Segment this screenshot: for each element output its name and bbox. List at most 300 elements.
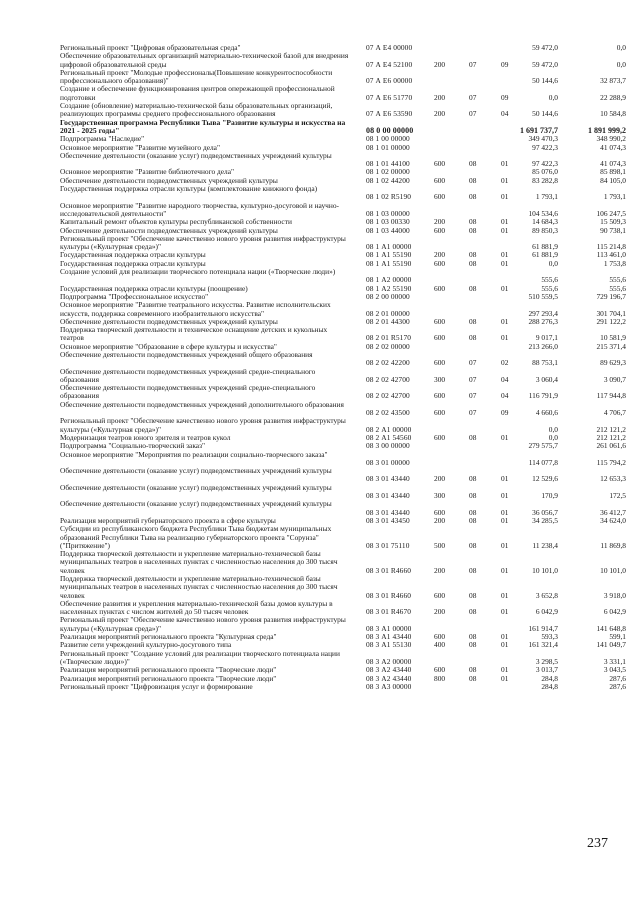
row-name: Региональный проект "Создание условий для реализации творческого потенциала нации («Творческие люди»)" [60, 648, 340, 666]
row-subsection: 09 [501, 59, 509, 69]
row-amount-2021: 14 684,3 [532, 217, 558, 227]
row-section: 08 [469, 665, 477, 675]
row-code: 08 3 А1 55130 [366, 640, 412, 650]
row-code: 08 2 01 44300 [366, 316, 410, 326]
row-amount-2021: 555,6 [541, 275, 558, 285]
table-row [0, 500, 639, 517]
row-section: 08 [469, 316, 477, 326]
row-code: 08 1 03 44000 [366, 225, 410, 235]
row-name: Обеспечение деятельности подведомственных учреждений средне-специального образования [60, 366, 316, 384]
row-expense-type: 600 [434, 358, 446, 368]
row-amount-2022: 301 704,1 [596, 308, 626, 318]
row-amount-2022: 555,6 [609, 275, 626, 285]
row-amount-2021: 1 793,1 [535, 192, 558, 202]
table-row [0, 525, 639, 550]
row-section: 08 [469, 515, 477, 525]
row-subsection: 01 [501, 225, 509, 235]
row-section: 08 [469, 640, 477, 650]
table-row [0, 384, 639, 401]
row-name: Обеспечение деятельности (оказание услуг) подведомственных учреждений культуры [60, 499, 332, 509]
row-amount-2021: 161 321,4 [528, 640, 558, 650]
row-code: 08 3 01 00000 [366, 457, 410, 467]
row-subsection: 09 [501, 92, 509, 102]
table-row [0, 202, 639, 219]
row-section: 07 [469, 391, 477, 401]
row-code: 08 3 А2 43440 [366, 665, 412, 675]
row-section: 08 [469, 474, 477, 484]
table-row [0, 417, 639, 434]
row-amount-2022: 32 873,7 [600, 76, 626, 86]
row-expense-type: 600 [434, 333, 446, 343]
row-subsection: 01 [501, 474, 509, 484]
row-subsection: 01 [501, 507, 509, 517]
row-subsection: 01 [501, 159, 509, 169]
row-code: 08 1 02 44200 [366, 175, 410, 185]
row-name: Субсидии из республиканского бюджета Республики Тыва бюджетам муниципальных образований Республики Тыва на реализацию губернаторского проекта "Сорунза" ("Притяжение") [60, 524, 332, 550]
table-row [0, 683, 639, 691]
row-subsection: 02 [501, 358, 509, 368]
row-code: 08 2 01 R5170 [366, 333, 412, 343]
row-name: Модернизация театров юного зрителя и театров кукол [60, 432, 231, 442]
row-amount-2021: 284,8 [541, 673, 558, 683]
row-section: 08 [469, 333, 477, 343]
row-amount-2022: 0,0 [616, 59, 626, 69]
row-subsection: 01 [501, 432, 509, 442]
row-expense-type: 600 [434, 283, 446, 293]
row-name: Обеспечение деятельности подведомственных учреждений общего образования [60, 349, 313, 359]
row-code: 08 3 00 00000 [366, 441, 410, 451]
row-name: Развитие сети учреждений культурно-досугового типа [60, 640, 232, 650]
row-amount-2022: 12 653,3 [600, 474, 626, 484]
row-amount-2021: 50 144,6 [532, 109, 558, 119]
row-code: 08 1 А1 00000 [366, 242, 412, 252]
row-code: 08 3 01 75110 [366, 540, 410, 550]
row-amount-2021: 85 076,0 [532, 167, 558, 177]
row-name: Основное мероприятие "Мероприятия по реализации социально-творческого заказа" [60, 449, 328, 459]
row-name: Основное мероприятие "Образование в сфере культуры и искусства" [60, 341, 277, 351]
row-amount-2021: 0,0 [548, 258, 558, 268]
row-subsection: 01 [501, 632, 509, 642]
table-row [0, 401, 639, 418]
row-subsection: 01 [501, 590, 509, 600]
row-amount-2021: 288 276,3 [528, 316, 558, 326]
row-amount-2022: 11 869,8 [600, 540, 626, 550]
table-row [0, 484, 639, 501]
row-name: Региональный проект "Обеспечение качественно нового уровня развития инфраструктуры культуры («Культурная среда»)" [60, 615, 346, 633]
row-name: Региональный проект "Обеспечение качественно нового уровня развития инфраструктуры культуры («Культурная среда»)" [60, 416, 346, 434]
row-section: 08 [469, 217, 477, 227]
row-name: Поддержка творческой деятельности и укрепление материально-технической базы муниципальных театров в населенных пунктах с численностью населения до 300 тысяч человек [60, 549, 338, 575]
row-name: Государственная поддержка отрасли культуры [60, 258, 206, 268]
row-name: Основное мероприятие "Развитие музейного дела" [60, 142, 220, 152]
row-code: 08 2 А1 00000 [366, 424, 412, 434]
row-amount-2022: 215 371,4 [596, 341, 626, 351]
row-subsection: 01 [501, 175, 509, 185]
row-expense-type: 600 [434, 192, 446, 202]
row-amount-2022: 117 944,8 [596, 391, 626, 401]
row-amount-2021: 3 652,8 [535, 590, 558, 600]
row-name: Региональный проект "Цифровизация услуг и формирование [60, 681, 253, 691]
row-amount-2022: 89 629,3 [600, 358, 626, 368]
row-amount-2021: 61 881,9 [532, 242, 558, 252]
row-amount-2021: 349 470,3 [528, 134, 558, 144]
row-name: Региональный проект "Цифровая образовательная среда" [60, 43, 241, 52]
row-expense-type: 300 [434, 374, 446, 384]
row-subsection: 01 [501, 491, 509, 501]
row-name: Реализация мероприятий регионального проекта "Культурная среда" [60, 632, 277, 642]
row-amount-2022: 287,6 [609, 673, 626, 683]
row-amount-2021: 88 753,1 [532, 358, 558, 368]
table-row [0, 351, 639, 368]
row-amount-2021: 3 013,7 [535, 665, 558, 675]
row-expense-type: 600 [434, 665, 446, 675]
row-section: 07 [469, 408, 477, 418]
table-row [0, 235, 639, 252]
row-section: 08 [469, 432, 477, 442]
row-amount-2022: 6 042,9 [603, 607, 626, 617]
table-row [0, 368, 639, 385]
row-name: Подпрограмма "Социально-творческий заказ" [60, 441, 206, 451]
row-amount-2022: 141 049,7 [596, 640, 626, 650]
row-expense-type: 600 [434, 408, 446, 418]
table-row [0, 451, 639, 468]
row-name: Реализация мероприятий регионального проекта "Творческие люди" [60, 665, 277, 675]
row-subsection: 01 [501, 192, 509, 202]
row-subsection: 04 [501, 391, 509, 401]
row-section: 08 [469, 491, 477, 501]
row-code: 08 3 01 R4660 [366, 590, 412, 600]
row-code: 08 1 А2 00000 [366, 275, 412, 285]
row-amount-2022: 41 074,3 [600, 142, 626, 152]
row-code: 08 2 00 00000 [366, 291, 410, 301]
row-subsection: 01 [501, 515, 509, 525]
table-row [0, 600, 639, 617]
row-amount-2022: 10 581,9 [600, 333, 626, 343]
row-code: 08 3 01 43440 [366, 474, 410, 484]
row-section: 08 [469, 590, 477, 600]
row-expense-type: 600 [434, 225, 446, 235]
row-amount-2022: 84 105,0 [600, 175, 626, 185]
row-expense-type: 600 [434, 175, 446, 185]
row-amount-2021: 0,0 [548, 424, 558, 434]
row-section: 07 [469, 92, 477, 102]
row-name: Реализация мероприятий регионального проекта "Творческие люди" [60, 673, 277, 683]
row-name: Реализация мероприятий губернаторского проекта в сфере культуры [60, 515, 276, 525]
row-expense-type: 600 [434, 258, 446, 268]
row-amount-2022: 172,5 [609, 491, 626, 501]
row-expense-type: 800 [434, 673, 446, 683]
row-amount-2021: 59 472,0 [532, 59, 558, 69]
row-expense-type: 200 [434, 59, 446, 69]
row-code: 08 0 00 00000 [366, 125, 414, 135]
row-name: Подпрограмма "Наследие" [60, 134, 145, 144]
row-amount-2022: 36 412,7 [600, 507, 626, 517]
table-row [0, 85, 639, 102]
row-expense-type: 200 [434, 92, 446, 102]
row-name: Поддержка творческой деятельности и укрепление материально-технической базы муниципальных театров в населенных пунктах с численностью населения до 300 тысяч человек [60, 574, 338, 600]
row-amount-2022: 1 891 999,2 [588, 125, 626, 135]
row-expense-type: 200 [434, 515, 446, 525]
row-subsection: 01 [501, 316, 509, 326]
row-amount-2021: 170,9 [541, 491, 558, 501]
row-section: 07 [469, 59, 477, 69]
row-amount-2021: 555,6 [541, 283, 558, 293]
row-amount-2021: 6 042,9 [535, 607, 558, 617]
row-amount-2021: 279 575,7 [528, 441, 558, 451]
row-code: 08 3 А1 00000 [366, 623, 412, 633]
row-expense-type: 200 [434, 250, 446, 260]
row-name: Основное мероприятие "Развитие народного творчества, культурно-досуговой и научно-исследовательской деятельности" [60, 200, 339, 218]
row-code: 08 3 01 43440 [366, 491, 410, 501]
row-amount-2021: 61 881,9 [532, 250, 558, 260]
row-code: 08 1 А1 55190 [366, 250, 412, 260]
row-section: 08 [469, 283, 477, 293]
table-row [0, 119, 639, 136]
row-section: 08 [469, 607, 477, 617]
row-code: 08 3 А2 00000 [366, 656, 412, 666]
row-code: 08 3 А3 00000 [366, 681, 412, 691]
row-amount-2022: 287,6 [609, 681, 626, 691]
row-section: 07 [469, 358, 477, 368]
row-amount-2021: 3 060,4 [535, 374, 558, 384]
row-amount-2022: 10 101,0 [600, 565, 626, 575]
row-name: Государственная программа Республики Тыва "Развитие культуры и искусства на 2021 - 2025 годы" [60, 117, 346, 135]
row-amount-2022: 1 753,8 [603, 258, 626, 268]
row-name: Создание (обновление) материально-технической базы образовательных организаций, реализующих программы среднего профессионального образования [60, 101, 333, 119]
row-section: 08 [469, 540, 477, 550]
table-row [0, 550, 639, 575]
row-amount-2021: 284,8 [541, 681, 558, 691]
row-amount-2022: 261 061,6 [596, 441, 626, 451]
row-name: Обеспечение деятельности (оказание услуг) подведомственных учреждений культуры [60, 150, 332, 160]
row-name: Обеспечение деятельности подведомственных учреждений средне-специального образования [60, 383, 316, 401]
row-amount-2022: 4 706,7 [603, 408, 626, 418]
row-code: 07 А Е4 52100 [366, 59, 413, 69]
row-expense-type: 300 [434, 491, 446, 501]
table-row [0, 301, 639, 318]
row-expense-type: 400 [434, 640, 446, 650]
row-amount-2021: 114 077,8 [528, 457, 558, 467]
table-row [0, 69, 639, 86]
row-amount-2021: 116 791,9 [528, 391, 558, 401]
row-amount-2022: 599,1 [609, 632, 626, 642]
row-subsection: 01 [501, 673, 509, 683]
row-amount-2022: 348 990,2 [596, 134, 626, 144]
row-amount-2022: 34 624,0 [600, 515, 626, 525]
row-subsection: 01 [501, 333, 509, 343]
row-code: 08 1 01 00000 [366, 142, 410, 152]
row-amount-2021: 59 472,0 [532, 43, 558, 52]
row-amount-2022: 115 794,2 [596, 457, 626, 467]
row-code: 07 А Е6 53590 [366, 109, 413, 119]
row-amount-2021: 36 056,7 [532, 507, 558, 517]
row-amount-2021: 297 293,4 [528, 308, 558, 318]
row-name: Региональный проект "Молодые профессионалы(Повышение конкурентоспособности профессионального образования)" [60, 67, 333, 86]
row-subsection: 04 [501, 374, 509, 384]
row-amount-2022: 0,0 [616, 43, 626, 52]
row-amount-2022: 555,6 [609, 283, 626, 293]
row-section: 07 [469, 109, 477, 119]
row-code: 08 1 03 00330 [366, 217, 410, 227]
row-name: Государственная поддержка отрасли культуры [60, 250, 206, 260]
row-code: 08 1 02 00000 [366, 167, 410, 177]
row-code: 08 3 А1 43440 [366, 632, 412, 642]
row-expense-type: 600 [434, 432, 446, 442]
row-section: 08 [469, 250, 477, 260]
row-code: 08 3 А2 43440 [366, 673, 412, 683]
row-subsection: 01 [501, 565, 509, 575]
table-row [0, 616, 639, 633]
row-amount-2021: 0,0 [548, 432, 558, 442]
row-code: 08 3 01 43450 [366, 515, 410, 525]
row-code: 08 2 02 42700 [366, 374, 410, 384]
row-code: 07 А Е4 00000 [366, 43, 413, 52]
row-amount-2021: 10 101,0 [532, 565, 558, 575]
row-subsection: 01 [501, 640, 509, 650]
row-name: Государственная поддержка отрасли культуры (комплектование книжного фонда) [60, 184, 318, 194]
row-subsection: 04 [501, 109, 509, 119]
row-amount-2022: 3 918,0 [603, 590, 626, 600]
row-subsection: 09 [501, 408, 509, 418]
page-number: 237 [587, 836, 608, 851]
row-code: 07 А Е6 00000 [366, 76, 413, 86]
table-row [0, 268, 639, 285]
row-amount-2022: 141 648,8 [596, 623, 626, 633]
row-name: Региональный проект "Обеспечение качественно нового уровня развития инфраструктуры культуры («Культурная среда»)" [60, 233, 346, 252]
table-row [0, 575, 639, 600]
row-subsection: 01 [501, 607, 509, 617]
row-code: 08 1 А1 55190 [366, 258, 412, 268]
row-amount-2021: 89 850,3 [532, 225, 558, 235]
row-amount-2021: 97 422,3 [532, 159, 558, 169]
row-subsection: 01 [501, 217, 509, 227]
row-amount-2021: 12 529,6 [532, 474, 558, 484]
row-amount-2022: 3 090,7 [603, 374, 626, 384]
row-amount-2021: 11 238,4 [532, 540, 558, 550]
row-amount-2022: 212 121,2 [596, 432, 626, 442]
row-amount-2022: 3 331,1 [603, 656, 626, 666]
row-subsection: 01 [501, 250, 509, 260]
row-name: Обеспечение деятельности (оказание услуг) подведомственных учреждений культуры [60, 466, 332, 476]
row-expense-type: 600 [434, 632, 446, 642]
row-amount-2021: 50 144,6 [532, 76, 558, 86]
row-name: Обеспечение развития и укрепления материально-технической базы домов культуры в населенных пунктах с числом жителей до 50 тысяч человек [60, 598, 333, 617]
row-code: 08 1 02 R5190 [366, 192, 412, 202]
row-section: 08 [469, 507, 477, 517]
row-code: 08 2 02 00000 [366, 341, 410, 351]
row-expense-type: 600 [434, 316, 446, 326]
row-amount-2021: 3 298,5 [535, 656, 558, 666]
row-amount-2021: 83 282,8 [532, 175, 558, 185]
table-row [0, 185, 639, 202]
row-expense-type: 600 [434, 590, 446, 600]
row-subsection: 01 [501, 258, 509, 268]
row-amount-2021: 97 422,3 [532, 142, 558, 152]
row-amount-2021: 0,0 [548, 92, 558, 102]
row-expense-type: 200 [434, 217, 446, 227]
table-row [0, 326, 639, 343]
row-amount-2022: 10 584,8 [600, 109, 626, 119]
row-amount-2022: 90 738,1 [600, 225, 626, 235]
table-row [0, 650, 639, 667]
row-expense-type: 200 [434, 607, 446, 617]
row-code: 08 2 02 42200 [366, 358, 410, 368]
row-expense-type: 200 [434, 474, 446, 484]
row-amount-2021: 213 266,0 [528, 341, 558, 351]
row-code: 08 2 02 43500 [366, 408, 410, 418]
row-section: 08 [469, 258, 477, 268]
row-code: 08 2 02 42700 [366, 391, 410, 401]
row-name: Подпрограмма "Профессиональное искусство" [60, 291, 209, 301]
row-amount-2021: 4 660,6 [535, 408, 558, 418]
row-expense-type: 600 [434, 391, 446, 401]
row-section: 08 [469, 192, 477, 202]
row-amount-2022: 3 043,5 [603, 665, 626, 675]
row-subsection: 01 [501, 283, 509, 293]
row-name: Обеспечение деятельности (оказание услуг) подведомственных учреждений культуры [60, 482, 332, 492]
budget-table [0, 44, 639, 691]
row-section: 08 [469, 175, 477, 185]
row-amount-2021: 104 534,6 [528, 208, 558, 218]
row-expense-type: 600 [434, 159, 446, 169]
row-amount-2022: 22 288,9 [600, 92, 626, 102]
row-code: 08 2 01 00000 [366, 308, 410, 318]
row-name: Основное мероприятие "Развитие театрального искусства. Развитие исполнительских искусств, поддержка современного изобразительного искусства" [60, 300, 331, 318]
row-amount-2022: 106 247,5 [596, 208, 626, 218]
row-amount-2022: 113 461,0 [596, 250, 626, 260]
row-code: 08 3 01 R4660 [366, 565, 412, 575]
row-code: 08 1 00 00000 [366, 134, 410, 144]
row-expense-type: 200 [434, 109, 446, 119]
row-amount-2021: 34 285,5 [532, 515, 558, 525]
row-amount-2021: 1 691 737,7 [520, 125, 558, 135]
row-section: 07 [469, 374, 477, 384]
table-row [0, 102, 639, 119]
row-amount-2021: 9 017,1 [535, 333, 558, 343]
row-code: 08 1 А2 55190 [366, 283, 412, 293]
row-subsection: 01 [501, 665, 509, 675]
row-expense-type: 500 [434, 540, 446, 550]
row-code: 08 3 01 R4670 [366, 607, 412, 617]
row-code: 08 1 03 00000 [366, 208, 410, 218]
table-row [0, 52, 639, 69]
row-name: Основное мероприятие "Развитие библиотечного дела" [60, 167, 235, 177]
table-row [0, 152, 639, 169]
row-name: Обеспечение образовательных организаций материально-технической базой для внедрения цифровой образовательной среды [60, 51, 349, 69]
row-name: Создание и обеспечение функционирования центров опережающей профессиональной подготовки [60, 84, 335, 102]
table-row [0, 467, 639, 484]
row-amount-2022: 1 793,1 [603, 192, 626, 202]
row-amount-2021: 161 914,7 [528, 623, 558, 633]
row-name: Поддержка творческой деятельности и техническое оснащение детских и кукольных театров [60, 325, 328, 343]
row-amount-2021: 593,3 [541, 632, 558, 642]
row-amount-2022: 291 122,2 [596, 316, 626, 326]
row-section: 08 [469, 225, 477, 235]
row-code: 08 3 01 43440 [366, 507, 410, 517]
row-name: Создание условий для реализации творческого потенциала нации («Творческие люди») [60, 267, 336, 277]
row-section: 08 [469, 565, 477, 575]
row-amount-2022: 729 196,7 [596, 291, 626, 301]
row-code: 08 1 01 44100 [366, 159, 410, 169]
row-name: Обеспечение деятельности подведомственных учреждений дополнительного образования [60, 399, 344, 409]
row-name: Обеспечение деятельности подведомственных учреждений культуры [60, 175, 278, 185]
row-amount-2022: 212 121,2 [596, 424, 626, 434]
row-amount-2022: 85 898,1 [600, 167, 626, 177]
row-amount-2021: 510 559,5 [528, 291, 558, 301]
row-name: Обеспечение деятельности подведомственных учреждений культуры [60, 225, 278, 235]
row-amount-2022: 115 214,8 [596, 242, 626, 252]
row-section: 08 [469, 159, 477, 169]
